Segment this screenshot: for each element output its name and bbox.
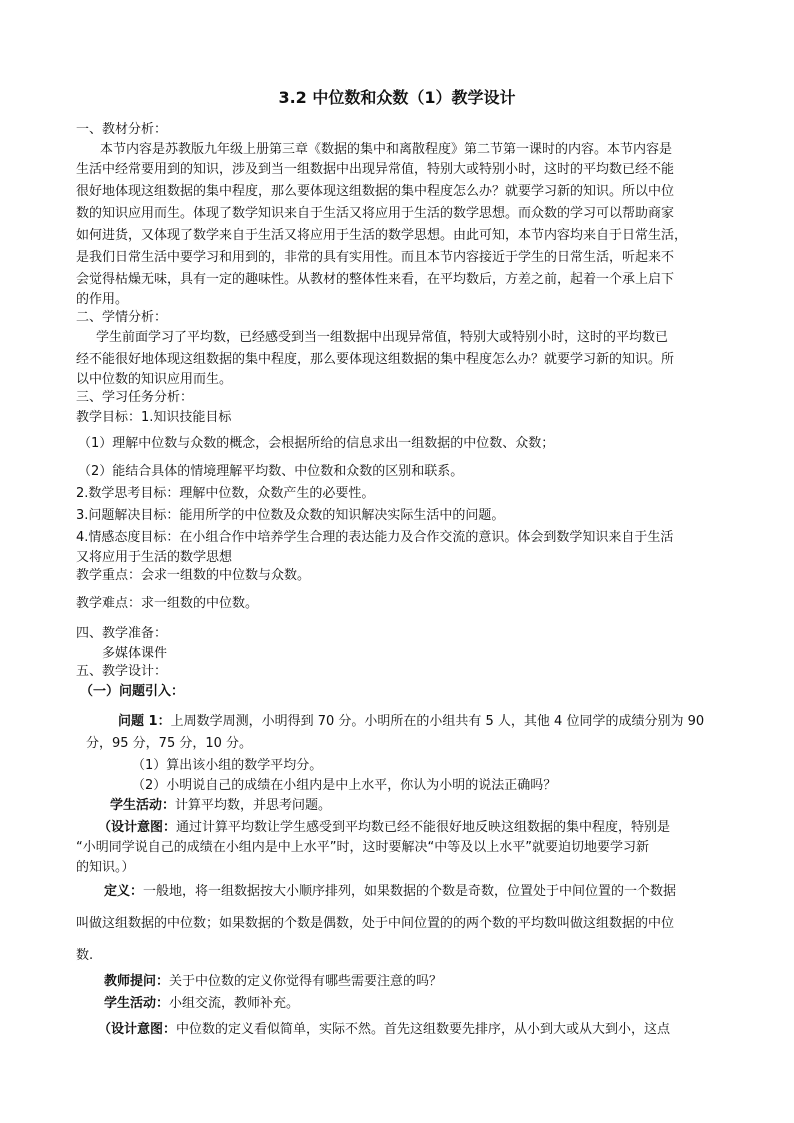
problem-label: 问题 1：	[118, 714, 171, 729]
activity-line	[104, 994, 299, 1014]
intent-line	[98, 818, 670, 838]
intent-label: （设计意图：	[98, 820, 177, 835]
paragraph-line: 如何进货，又体现了数学来自于生活又将应用于生活的数学思想。由此可知，本节内容均来自于日常生活，	[76, 228, 688, 243]
paragraph-line: 会觉得枯燥无味，具有一定的趣味性。从教材的整体性来看，在平均数后，方差之前，起着一个承上启下	[76, 272, 675, 287]
paragraph-line: （1）算出该小组的数学平均分。	[132, 758, 323, 773]
section-heading-1: 一、教材分析：	[76, 122, 168, 137]
activity-label: 学生活动：	[110, 798, 176, 813]
paragraph-line: 数.	[76, 948, 94, 963]
paragraph-line: 叫做这组数据的中位数；如果数据的个数是偶数，处于中间位置的的两个数的平均数叫做这组数据的中位	[76, 916, 675, 931]
definition-line	[104, 882, 676, 902]
paragraph-line: （2）能结合具体的情境理解平均数、中位数和众数的区别和联系。	[78, 464, 464, 479]
section-heading-2: 二、学情分析：	[76, 310, 168, 325]
paragraph-line: 分，95 分，75 分，10 分。	[86, 736, 253, 751]
paragraph-line: 教学重点：会求一组数的中位数与众数。	[76, 568, 311, 583]
paragraph-line: 学生前面学习了平均数，已经感受到当一组数据中出现异常值，特别大或特别小时，这时的平均数已	[96, 330, 669, 345]
question-text: 关于中位数的定义你觉得有哪些需要注意的吗？	[169, 974, 443, 989]
question-label: 教师提问：	[104, 974, 170, 989]
section-heading-4: 四、教学准备：	[76, 626, 168, 641]
paragraph-line: 教学难点：求一组数的中位数。	[76, 596, 259, 611]
paragraph-line: 本节内容是苏教版九年级上册第三章《数据的集中和离散程度》第二节第一课时的内容。本节内容是	[100, 142, 673, 157]
activity-text: 小组交流，教师补充。	[169, 996, 300, 1011]
paragraph-line: （2）小明说自己的成绩在小组内是中上水平，你认为小明的说法正确吗？	[132, 778, 557, 793]
paragraph-line: 4.情感态度目标：在小组合作中培养学生合理的表达能力及合作交流的意识。体会到数学知识来自于生活	[76, 530, 674, 545]
paragraph-line: “小明同学说自己的成绩在小组内是中上水平”时，这时要解决“中等及以上水平”就要迫切地要学习新	[76, 840, 649, 855]
problem-line	[118, 712, 704, 732]
paragraph-line: 的作用。	[76, 292, 129, 307]
paragraph-line: 多媒体课件	[102, 646, 168, 661]
problem-text: 上周数学周测，小明得到 70 分。小明所在的小组共有 5 人，其他 4 位同学的成绩分别为 90	[170, 714, 705, 729]
document-title: 3.2 中位数和众数（1）教学设计	[278, 88, 516, 107]
question-line	[104, 972, 442, 992]
intent-text: 中位数的定义看似简单，实际不然。首先这组数要先排序，从小到大或从大到小，这点	[176, 1022, 671, 1037]
paragraph-line: 教学目标：1.知识技能目标	[76, 410, 232, 425]
paragraph-line: （1）理解中位数与众数的概念，会根据所给的信息求出一组数据的中位数、众数；	[78, 436, 555, 451]
activity-line	[110, 796, 331, 816]
paragraph-line: 以中位数的知识应用而生。	[76, 372, 233, 387]
intent-label: （设计意图：	[98, 1022, 177, 1037]
definition-label: 定义：	[104, 884, 144, 899]
subsection-heading: （一）问题引入：	[80, 684, 185, 699]
section-heading-5: 五、教学设计：	[76, 664, 168, 679]
activity-text: 计算平均数，并思考问题。	[175, 798, 332, 813]
section-heading-3: 三、学习任务分析：	[76, 390, 194, 405]
activity-label: 学生活动：	[104, 996, 170, 1011]
paragraph-line: 3.问题解决目标：能用所学的中位数及众数的知识解决实际生活中的问题。	[76, 508, 505, 523]
paragraph-line: 是我们日常生活中要学习和用到的，非常的具有实用性。而且本节内容接近于学生的日常生活，听起来不	[76, 250, 675, 265]
paragraph-line: 的知识。）	[76, 860, 135, 875]
intent-line	[98, 1020, 670, 1040]
paragraph-line: 数的知识应用而生。体现了数学知识来自于生活又将应用于生活的数学思想。而众数的学习可以帮助商家	[76, 206, 675, 221]
paragraph-line: 2.数学思考目标：理解中位数，众数产生的必要性。	[76, 486, 375, 501]
paragraph-line: 经不能很好地体现这组数据的集中程度，那么要体现这组数据的集中程度怎么办？就要学习新的知识。所	[76, 352, 675, 367]
paragraph-line: 生活中经常要用到的知识，涉及到当一组数据中出现异常值，特别大或特别小时，这时的平均数已经不能	[76, 162, 675, 177]
definition-text: 一般地，将一组数据按大小顺序排列，如果数据的个数是奇数，位置处于中间位置的一个数据	[143, 884, 677, 899]
paragraph-line: 很好地体现这组数据的集中程度，那么要体现这组数据的集中程度怎么办？就要学习新的知识。所以中位	[76, 184, 675, 199]
intent-text: 通过计算平均数让学生感受到平均数已经不能很好地反映这组数据的集中程度，特别是	[176, 820, 671, 835]
paragraph-line: 又将应用于生活的数学思想	[76, 550, 233, 565]
